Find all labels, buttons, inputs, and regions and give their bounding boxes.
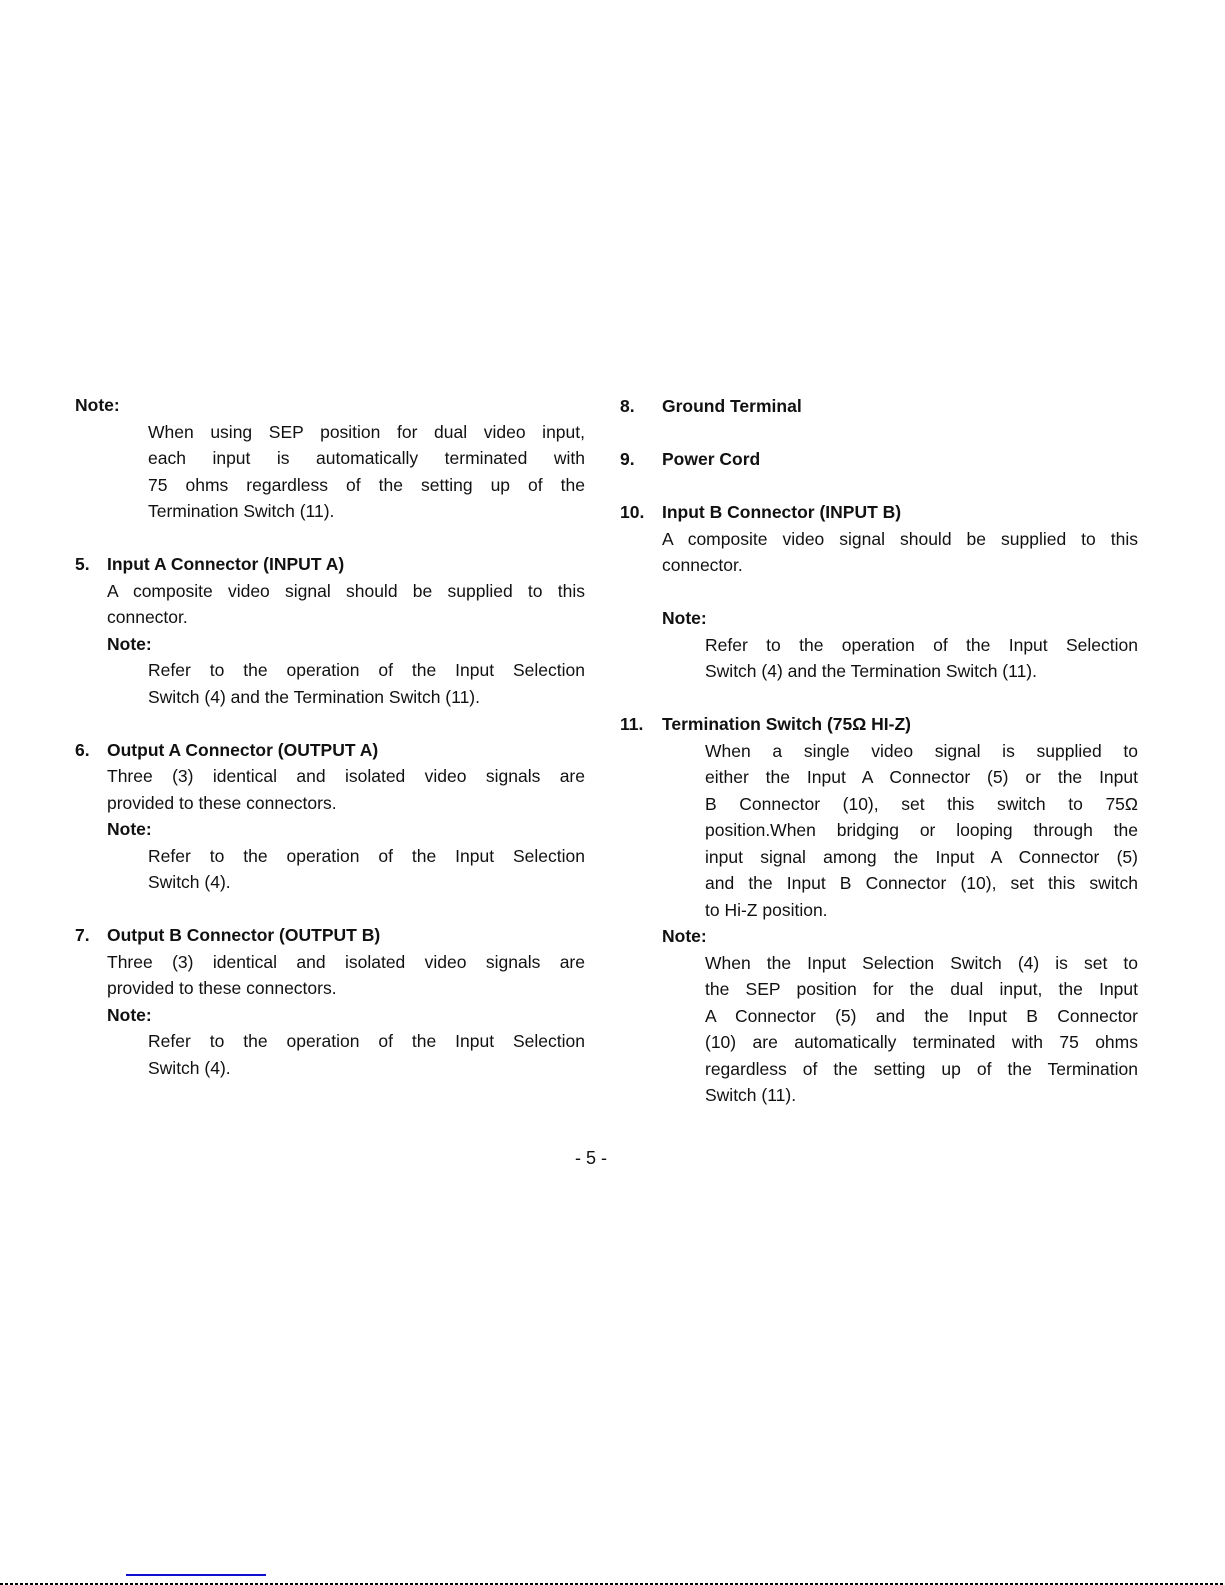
section-title: Input B Connector (INPUT B): [662, 502, 902, 522]
text-line: A Connector (5) and the Input B Connector: [705, 1005, 1138, 1026]
section-title: Power Cord: [662, 449, 761, 469]
text-line: position.When bridging or looping through the: [705, 820, 1138, 840]
left-column: [75, 392, 585, 1081]
text-line: 75 ohms regardless of the setting up of the: [148, 474, 585, 495]
text-line: and the Input B Connector (10), set this switch: [705, 873, 1138, 893]
text-line: Refer to the operation of the Input Selection: [148, 1031, 585, 1051]
section-number: 11.: [620, 714, 644, 734]
note-label: Note:: [662, 608, 707, 628]
section-6-heading: [75, 737, 585, 764]
section-9-heading: [620, 446, 1138, 473]
text-line: Refer to the operation of the Input Selection: [148, 845, 585, 866]
note-label: Note:: [75, 395, 120, 415]
section-number: 5.: [75, 554, 90, 574]
text-line: regardless of the setting up of the Termination: [705, 1058, 1138, 1079]
text-line: connector.: [662, 555, 743, 575]
text-line: Switch (11).: [705, 1085, 797, 1105]
note-label: Note:: [107, 819, 152, 839]
text-line: each input is automatically terminated with: [148, 448, 585, 468]
text-line: connector.: [107, 607, 188, 627]
section-title: Output A Connector (OUTPUT A): [107, 739, 379, 760]
text-line: to Hi-Z position.: [705, 899, 828, 920]
text-line: Refer to the operation of the Input Selection: [148, 660, 585, 680]
section-title: Termination Switch (75Ω HI-Z): [662, 714, 911, 734]
section-number: 9.: [620, 449, 635, 469]
note-label: Note:: [662, 926, 707, 946]
section-title: Input A Connector (INPUT A): [107, 554, 345, 574]
text-line: Switch (4) and the Termination Switch (11).: [705, 661, 1037, 681]
section-10-heading: [620, 499, 1138, 526]
text-line: (10) are automatically terminated with 75 ohms: [705, 1032, 1138, 1052]
section-number: 8.: [620, 396, 635, 416]
text-line: When using SEP position for dual video input,: [148, 421, 585, 442]
text-line: When the Input Selection Switch (4) is set to: [705, 952, 1138, 973]
text-line: Refer to the operation of the Input Selection: [705, 634, 1138, 655]
text-line: Three (3) identical and isolated video signals are: [107, 951, 585, 972]
text-line: Switch (4) and the Termination Switch (11).: [148, 686, 480, 707]
section-title: Ground Terminal: [662, 396, 802, 416]
note-label: Note:: [107, 633, 152, 654]
section-8-heading: [620, 393, 1138, 420]
text-line: Switch (4).: [148, 872, 231, 892]
page-number: - 5 -: [575, 1148, 608, 1168]
text-line: the SEP position for the dual input, the Input: [705, 979, 1138, 999]
text-line: input signal among the Input A Connector (5): [705, 846, 1138, 867]
text-line: provided to these connectors.: [107, 978, 337, 998]
blue-underline-mark: [126, 1574, 266, 1576]
right-column: [620, 393, 1138, 1109]
note-label: Note:: [107, 1004, 152, 1025]
text-line: A composite video signal should be supplied to this: [107, 580, 585, 601]
section-title: Output B Connector (OUTPUT B): [107, 925, 381, 945]
text-line: provided to these connectors.: [107, 792, 337, 813]
text-line: B Connector (10), set this switch to 75Ω: [705, 793, 1138, 814]
section-number: 10.: [620, 502, 645, 522]
text-line: Termination Switch (11).: [148, 501, 335, 521]
text-line: Three (3) identical and isolated video signals are: [107, 766, 585, 786]
text-line: A composite video signal should be supplied to this: [662, 528, 1138, 549]
text-line: Switch (4).: [148, 1057, 231, 1078]
text-line: When a single video signal is supplied to: [705, 740, 1138, 761]
section-number: 7.: [75, 925, 90, 945]
section-5-heading: [75, 551, 585, 578]
section-11-heading: [620, 711, 1138, 738]
text-line: either the Input A Connector (5) or the Input: [705, 767, 1138, 787]
section-number: 6.: [75, 739, 90, 760]
section-7-heading: [75, 922, 585, 949]
